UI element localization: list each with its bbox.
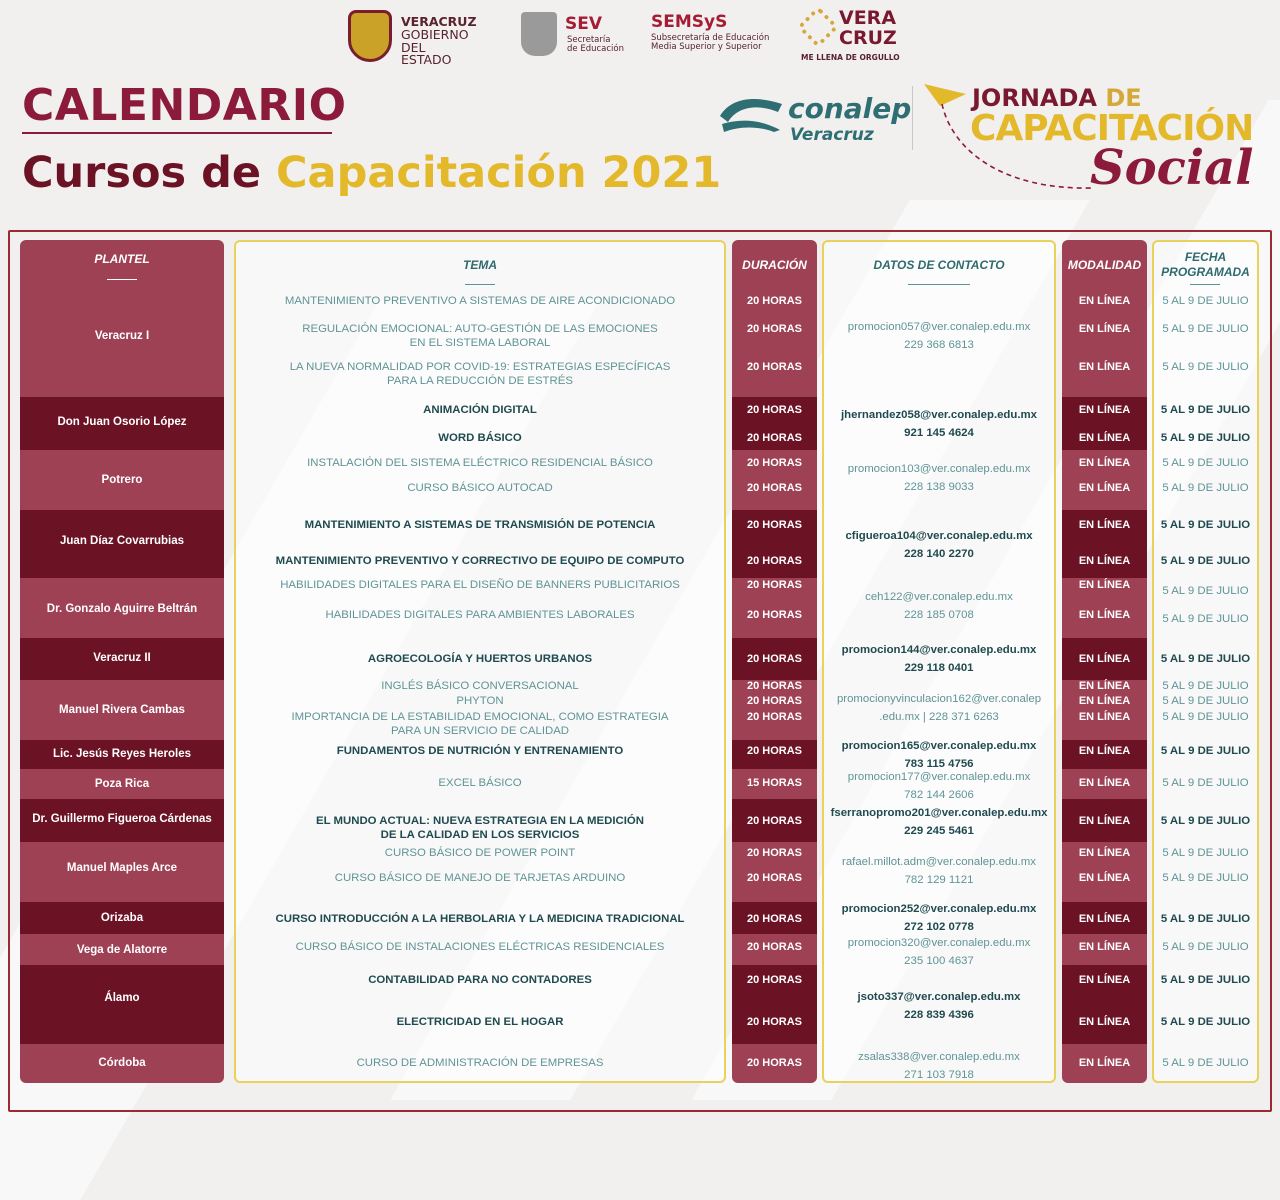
- course-duracion: 20 HORAS: [746, 323, 803, 335]
- header-modalidad: MODALIDAD: [1067, 258, 1142, 272]
- course-duracion: 20 HORAS: [746, 579, 803, 591]
- course-tema: INGLÉS BÁSICO CONVERSACIONAL: [381, 680, 579, 692]
- contact-phone: 782 144 2606: [904, 789, 974, 801]
- course-fecha: 5 AL 9 DE JULIO: [1162, 847, 1249, 859]
- logo-line: VERA: [839, 7, 897, 29]
- page-title: CALENDARIO: [22, 80, 347, 131]
- course-modalidad: EN LÍNEA: [1078, 653, 1131, 665]
- course-modalidad: EN LÍNEA: [1078, 609, 1131, 621]
- header-divider: [912, 86, 913, 150]
- contact-phone: 782 129 1121: [904, 874, 974, 886]
- contact-phone: 229 245 5461: [904, 825, 974, 837]
- semsys-title: SEMSyS: [651, 12, 728, 32]
- course-duracion: 20 HORAS: [746, 432, 803, 444]
- conalep-name: conalep: [788, 92, 912, 125]
- course-fecha: 5 AL 9 DE JULIO: [1162, 457, 1249, 469]
- contact-phone: 783 115 4756: [904, 758, 974, 770]
- course-modalidad: EN LÍNEA: [1078, 745, 1131, 757]
- contact-email: jsoto337@ver.conalep.edu.mx: [857, 991, 1021, 1003]
- veracruz-gobierno-logo: [345, 8, 475, 68]
- course-duracion: 20 HORAS: [746, 457, 803, 469]
- header-underline: [465, 284, 495, 285]
- contact-email: promocion320@ver.conalep.edu.mx: [847, 937, 1031, 949]
- header-underline: [908, 284, 970, 285]
- contact-email: cfigueroa104@ver.conalep.edu.mx: [845, 530, 1033, 542]
- course-fecha: 5 AL 9 DE JULIO: [1162, 695, 1249, 707]
- plantel-name: Manuel Rivera Cambas: [59, 704, 185, 716]
- course-duracion: 20 HORAS: [746, 815, 803, 827]
- contact-email: promocion144@ver.conalep.edu.mx: [841, 644, 1037, 656]
- course-duracion: 20 HORAS: [746, 974, 803, 986]
- course-tema: EXCEL BÁSICO: [438, 777, 522, 789]
- logo-line: GOBIERNO: [401, 26, 469, 42]
- course-duracion: 20 HORAS: [746, 361, 803, 373]
- course-duracion: 20 HORAS: [746, 653, 803, 665]
- course-duracion: 20 HORAS: [746, 1016, 803, 1028]
- plantel-name: Manuel Maples Arce: [66, 862, 178, 874]
- sev-logo: [517, 8, 627, 68]
- course-fecha: 5 AL 9 DE JULIO: [1160, 432, 1251, 444]
- contact-phone: 228 140 2270: [904, 548, 974, 560]
- course-tema: AGROECOLOGÍA Y HUERTOS URBANOS: [367, 653, 593, 665]
- logo-tagline: ME LLENA DE ORGULLO: [801, 53, 900, 62]
- page-subtitle: [22, 148, 721, 198]
- course-duracion: 20 HORAS: [746, 711, 803, 723]
- course-tema-line2: PARA UN SERVICIO DE CALIDAD: [390, 725, 570, 737]
- course-modalidad: EN LÍNEA: [1078, 974, 1131, 986]
- course-duracion: 20 HORAS: [746, 695, 803, 707]
- course-fecha: 5 AL 9 DE JULIO: [1160, 974, 1251, 986]
- header-duracion: DURACIÓN: [742, 258, 807, 272]
- header-plantel: PLANTEL: [94, 252, 150, 266]
- course-fecha: 5 AL 9 DE JULIO: [1160, 555, 1251, 567]
- plantel-name: Veracruz I: [94, 330, 150, 342]
- logo-line: CRUZ: [839, 27, 897, 49]
- contact-email: fserranopromo201@ver.conalep.edu.mx: [830, 807, 1048, 819]
- course-fecha: 5 AL 9 DE JULIO: [1160, 913, 1251, 925]
- course-tema: PHYTON: [456, 695, 504, 707]
- contact-phone: 235 100 4637: [904, 955, 974, 967]
- plantel-name: Veracruz II: [93, 652, 151, 664]
- course-modalidad: EN LÍNEA: [1078, 941, 1131, 953]
- course-duracion: 20 HORAS: [746, 872, 803, 884]
- plantel-name: Córdoba: [98, 1057, 146, 1069]
- course-duracion: 15 HORAS: [746, 777, 803, 789]
- course-modalidad: EN LÍNEA: [1078, 680, 1131, 692]
- logo-line: Subsecretaría de Educación: [651, 33, 770, 43]
- title-divider: [22, 132, 332, 134]
- contact-phone: 229 368 6813: [904, 339, 974, 351]
- conalep-sub: Veracruz: [790, 125, 874, 145]
- logo-line: Secretaría: [567, 35, 611, 45]
- course-tema: CURSO BÁSICO DE INSTALACIONES ELÉCTRICAS RESIDENCIALES: [295, 941, 665, 953]
- contact-email: promocion103@ver.conalep.edu.mx: [847, 463, 1031, 475]
- course-tema: ELECTRICIDAD EN EL HOGAR: [396, 1016, 564, 1028]
- course-tema: IMPORTANCIA DE LA ESTABILIDAD EMOCIONAL, COMO ESTRATEGIA: [291, 711, 669, 723]
- course-tema: CURSO BÁSICO AUTOCAD: [407, 482, 553, 494]
- contact-email: promocionyvinculacion162@ver.conalep: [836, 693, 1042, 705]
- course-duracion: 20 HORAS: [746, 609, 803, 621]
- plantel-name: Orizaba: [100, 912, 144, 924]
- course-modalidad: EN LÍNEA: [1078, 695, 1131, 707]
- course-fecha: 5 AL 9 DE JULIO: [1162, 941, 1249, 953]
- plantel-name: Juan Díaz Covarrubias: [60, 535, 184, 547]
- plantel-name: Dr. Gonzalo Aguirre Beltrán: [46, 603, 198, 615]
- course-fecha: 5 AL 9 DE JULIO: [1162, 1057, 1249, 1069]
- course-modalidad: EN LÍNEA: [1078, 815, 1131, 827]
- course-fecha: 5 AL 9 DE JULIO: [1162, 323, 1249, 335]
- course-duracion: 20 HORAS: [746, 295, 803, 307]
- course-duracion: 20 HORAS: [746, 680, 803, 692]
- contact-email: ceh122@ver.conalep.edu.mx: [865, 591, 1013, 603]
- course-tema: FUNDAMENTOS DE NUTRICIÓN Y ENTRENAMIENTO: [336, 745, 624, 757]
- header-underline: [1190, 284, 1220, 285]
- course-fecha: 5 AL 9 DE JULIO: [1162, 361, 1249, 373]
- course-fecha: 5 AL 9 DE JULIO: [1162, 872, 1249, 884]
- course-tema-line2: PARA LA REDUCCIÓN DE ESTRÉS: [387, 375, 573, 387]
- course-tema: HABILIDADES DIGITALES PARA EL DISEÑO DE BANNERS PUBLICITARIOS: [280, 579, 680, 591]
- course-modalidad: EN LÍNEA: [1078, 432, 1131, 444]
- course-fecha: 5 AL 9 DE JULIO: [1160, 404, 1251, 416]
- course-fecha: 5 AL 9 DE JULIO: [1162, 777, 1249, 789]
- course-tema: CURSO BÁSICO DE MANEJO DE TARJETAS ARDUINO: [334, 872, 626, 884]
- course-tema: ANIMACIÓN DIGITAL: [423, 404, 537, 416]
- course-modalidad: EN LÍNEA: [1078, 295, 1131, 307]
- course-tema: CURSO INTRODUCCIÓN A LA HERBOLARIA Y LA MEDICINA TRADICIONAL: [275, 913, 685, 925]
- contact-phone: 229 118 0401: [904, 662, 974, 674]
- course-modalidad: EN LÍNEA: [1078, 579, 1131, 591]
- contact-email: promocion165@ver.conalep.edu.mx: [841, 740, 1037, 752]
- course-tema: REGULACIÓN EMOCIONAL: AUTO-GESTIÓN DE LAS EMOCIONES: [302, 323, 658, 335]
- contact-phone: 921 145 4624: [904, 427, 974, 439]
- logo-line: de Educación: [567, 43, 624, 54]
- jornada-logo: [922, 80, 1267, 198]
- jornada-word: JORNADA: [972, 84, 1097, 112]
- course-duracion: 20 HORAS: [746, 941, 803, 953]
- course-duracion: 20 HORAS: [746, 745, 803, 757]
- course-modalidad: EN LÍNEA: [1078, 482, 1131, 494]
- contact-email: rafael.millot.adm@ver.conalep.edu.mx: [842, 856, 1036, 868]
- jornada-line3: Social: [1090, 140, 1254, 196]
- course-tema: MANTENIMIENTO A SISTEMAS DE TRANSMISIÓN DE POTENCIA: [304, 519, 656, 531]
- semsys-logo: [649, 8, 777, 68]
- plantel-name: Lic. Jesús Reyes Heroles: [52, 748, 192, 760]
- plantel-name: Álamo: [104, 992, 140, 1004]
- course-modalidad: EN LÍNEA: [1078, 1016, 1131, 1028]
- plantel-name: Vega de Alatorre: [76, 944, 168, 956]
- course-modalidad: EN LÍNEA: [1078, 323, 1131, 335]
- sev-shield-icon: [521, 12, 557, 56]
- course-modalidad: EN LÍNEA: [1078, 555, 1131, 567]
- contact-phone: 272 102 0778: [904, 921, 974, 933]
- course-fecha: 5 AL 9 DE JULIO: [1162, 295, 1249, 307]
- course-fecha: 5 AL 9 DE JULIO: [1162, 680, 1249, 692]
- course-tema: CONTABILIDAD PARA NO CONTADORES: [368, 974, 592, 986]
- course-fecha: 5 AL 9 DE JULIO: [1160, 745, 1251, 757]
- course-duracion: 20 HORAS: [746, 404, 803, 416]
- course-tema: MANTENIMIENTO PREVENTIVO A SISTEMAS DE AIRE ACONDICIONADO: [284, 295, 676, 307]
- course-modalidad: EN LÍNEA: [1078, 404, 1131, 416]
- contact-email: promocion057@ver.conalep.edu.mx: [847, 321, 1031, 333]
- course-fecha: 5 AL 9 DE JULIO: [1160, 1016, 1251, 1028]
- course-tema: CURSO BÁSICO DE POWER POINT: [384, 847, 576, 859]
- contact-email: jhernandez058@ver.conalep.edu.mx: [841, 409, 1037, 421]
- course-tema: HABILIDADES DIGITALES PARA AMBIENTES LABORALES: [325, 609, 635, 621]
- plantel-name: Dr. Guillermo Figueroa Cárdenas: [32, 813, 212, 825]
- contact-email: zsalas338@ver.conalep.edu.mx: [858, 1051, 1020, 1063]
- course-modalidad: EN LÍNEA: [1078, 872, 1131, 884]
- subtitle-part1: Cursos de: [22, 148, 276, 198]
- course-modalidad: EN LÍNEA: [1078, 361, 1131, 373]
- header-tema: TEMA: [463, 258, 497, 272]
- course-fecha: 5 AL 9 DE JULIO: [1162, 711, 1249, 723]
- logo-line: VERACRUZ: [401, 14, 477, 29]
- course-duracion: 20 HORAS: [746, 913, 803, 925]
- header-underline: [107, 279, 137, 280]
- header-fecha-line2: PROGRAMADA: [1161, 265, 1250, 279]
- plantel-name: Poza Rica: [94, 778, 150, 790]
- course-modalidad: EN LÍNEA: [1078, 777, 1131, 789]
- course-fecha: 5 AL 9 DE JULIO: [1162, 482, 1249, 494]
- contact-phone: 228 185 0708: [904, 609, 974, 621]
- course-tema: MANTENIMIENTO PREVENTIVO Y CORRECTIVO DE EQUIPO DE COMPUTO: [275, 555, 685, 567]
- contact-email: promocion252@ver.conalep.edu.mx: [841, 903, 1037, 915]
- course-tema: WORD BÁSICO: [438, 432, 522, 444]
- course-modalidad: EN LÍNEA: [1078, 913, 1131, 925]
- course-tema: INSTALACIÓN DEL SISTEMA ELÉCTRICO RESIDENCIAL BÁSICO: [307, 457, 653, 469]
- course-modalidad: EN LÍNEA: [1078, 847, 1131, 859]
- contact-phone: .edu.mx | 228 371 6263: [879, 711, 999, 723]
- course-tema: EL MUNDO ACTUAL: NUEVA ESTRATEGIA EN LA MEDICIÓN: [315, 815, 644, 827]
- contact-phone: 228 138 9033: [904, 481, 974, 493]
- course-tema: CURSO DE ADMINISTRACIÓN DE EMPRESAS: [356, 1057, 604, 1069]
- course-duracion: 20 HORAS: [746, 847, 803, 859]
- course-fecha: 5 AL 9 DE JULIO: [1162, 585, 1249, 597]
- conalep-mark-icon: [718, 94, 784, 134]
- course-fecha: 5 AL 9 DE JULIO: [1160, 815, 1251, 827]
- contact-phone: 271 103 7918: [904, 1069, 974, 1081]
- contact-email: promocion177@ver.conalep.edu.mx: [847, 771, 1031, 783]
- header-fecha: [1152, 250, 1259, 280]
- course-tema-line2: DE LA CALIDAD EN LOS SERVICIOS: [380, 829, 580, 841]
- course-fecha: 5 AL 9 DE JULIO: [1160, 519, 1251, 531]
- contact-phone: 228 839 4396: [904, 1009, 974, 1021]
- header-contacto: DATOS DE CONTACTO: [873, 258, 1005, 272]
- coat-of-arms-icon: [348, 10, 392, 62]
- header-fecha-line1: FECHA: [1184, 250, 1227, 264]
- course-fecha: 5 AL 9 DE JULIO: [1160, 653, 1251, 665]
- plantel-name: Potrero: [101, 474, 143, 486]
- course-modalidad: EN LÍNEA: [1078, 457, 1131, 469]
- course-modalidad: EN LÍNEA: [1078, 711, 1131, 723]
- veracruz-orgullo-logo: [801, 8, 905, 68]
- course-modalidad: EN LÍNEA: [1078, 519, 1131, 531]
- jornada-line2: CAPACITACIÓN: [970, 108, 1254, 149]
- header-logos: [345, 8, 905, 68]
- course-modalidad: EN LÍNEA: [1078, 1057, 1131, 1069]
- subtitle-part2: Capacitación 2021: [276, 148, 722, 198]
- course-tema: LA NUEVA NORMALIDAD POR COVID-19: ESTRATEGIAS ESPECÍFICAS: [289, 361, 671, 373]
- plantel-name: Don Juan Osorio López: [57, 416, 187, 428]
- course-duracion: 20 HORAS: [746, 555, 803, 567]
- jornada-de: DE: [1105, 84, 1142, 112]
- course-duracion: 20 HORAS: [746, 519, 803, 531]
- course-duracion: 20 HORAS: [746, 482, 803, 494]
- conalep-logo: [718, 92, 912, 152]
- pattern-icon: [797, 6, 839, 48]
- course-duracion: 20 HORAS: [746, 1057, 803, 1069]
- logo-line: DEL ESTADO: [401, 39, 452, 68]
- logo-line: Media Superior y Superior: [651, 41, 762, 52]
- course-tema-line2: EN EL SISTEMA LABORAL: [409, 337, 551, 349]
- course-fecha: 5 AL 9 DE JULIO: [1162, 613, 1249, 625]
- sev-title: SEV: [565, 14, 603, 34]
